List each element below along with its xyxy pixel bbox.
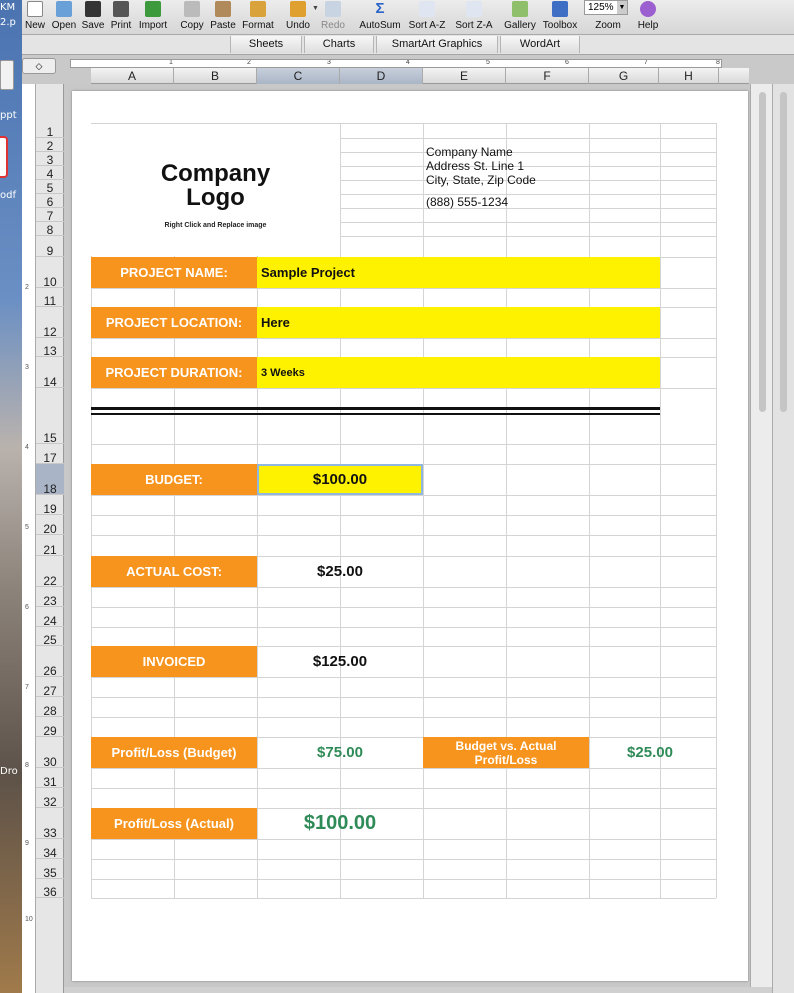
row-header-35[interactable]: 35 [36,859,64,879]
row-gridline [91,607,716,608]
project-name-value[interactable]: Sample Project [257,257,660,288]
desktop-pdf-icon[interactable] [0,136,8,178]
new-button[interactable] [22,0,48,35]
row-gridline [91,587,716,588]
undo-label: Undo [286,20,310,31]
vruler-mark: 9 [25,840,29,847]
budget-vs-actual-value[interactable]: $25.00 [627,744,673,761]
save-button[interactable] [80,0,106,35]
project-duration-label[interactable]: PROJECT DURATION: [91,357,257,388]
column-header-c[interactable]: C [257,68,340,84]
row-gridline [91,515,716,516]
row-header-10[interactable]: 10 [36,257,64,288]
column-header-g[interactable]: G [589,68,659,84]
ruler-mark: 6 [565,59,569,66]
row-gridline [91,859,716,860]
row-header-7[interactable]: 7 [36,208,64,222]
vruler-mark: 7 [25,684,29,691]
ruler-mark: 5 [486,59,490,66]
toolbox-button[interactable] [540,0,580,35]
logo-subtitle: Right Click and Replace image [164,222,267,229]
column-gridline [340,123,341,898]
import-button[interactable] [136,0,170,35]
tab-wordart[interactable]: WordArt [500,36,580,53]
row-header-36[interactable]: 36 [36,879,64,898]
row-gridline [91,879,716,880]
row-gridline [91,288,716,289]
company-logo[interactable] [91,124,340,256]
row-header-5[interactable]: 5 [36,180,64,194]
profit-loss-budget-value[interactable]: $75.00 [317,744,363,761]
project-duration-value[interactable]: 3 Weeks [257,357,660,388]
paste-label: Paste [210,20,236,31]
profit-loss-actual-value[interactable]: $100.00 [303,812,377,834]
budget-label[interactable]: BUDGET: [91,464,257,495]
ruler-mark: 3 [327,59,331,66]
column-gridline [660,123,661,898]
new-label: New [24,20,45,31]
ribbon-tabs [22,35,794,55]
row-gridline [91,788,716,789]
row-header-8[interactable]: 8 [36,222,64,236]
row-header-30[interactable]: 30 [36,737,64,768]
column-headers [91,68,749,84]
column-gridline [423,123,424,898]
row-header-6[interactable]: 6 [36,194,64,208]
help-label: Help [637,20,659,31]
row-header-14[interactable]: 14 [36,357,64,388]
paste-button[interactable] [208,0,238,35]
column-header-h[interactable]: H [659,68,719,84]
autosum-icon: Σ [375,0,385,17]
row-header-24[interactable]: 24 [36,607,64,627]
row-header-27[interactable]: 27 [36,677,64,697]
format-icon [250,1,266,17]
row-header-4[interactable]: 4 [36,166,64,180]
row-header-13[interactable]: 13 [36,338,64,357]
save-label: Save [81,20,105,31]
gallery-label: Gallery [504,20,536,31]
vruler-mark: 5 [25,524,29,531]
company-name[interactable]: Company Name [426,145,513,159]
vruler-mark: 10 [25,916,33,923]
sort-za-button[interactable] [452,0,496,35]
row-header-3[interactable]: 3 [36,152,64,166]
import-icon [145,1,161,17]
standard-toolbar [22,0,794,35]
row-gridline [91,627,716,628]
new-icon [27,1,43,17]
row-gridline [91,717,716,718]
copy-label: Copy [180,20,204,31]
vertical-scrollbar[interactable] [750,84,772,993]
tab-sheets[interactable]: Sheets [230,36,302,53]
tab-charts[interactable]: Charts [304,36,374,53]
row-header-33[interactable]: 33 [36,808,64,839]
import-label: Import [138,20,168,31]
redo-button[interactable] [318,0,348,35]
company-info [426,145,536,209]
scrollbar-thumb[interactable] [780,92,787,412]
selected-cell-outline[interactable] [257,464,423,495]
row-header-17[interactable]: 17 [36,444,64,464]
ruler-mark: 1 [169,59,173,66]
double-divider-bottom [91,413,660,415]
actual-cost-label[interactable]: ACTUAL COST: [91,556,257,587]
vruler-mark: 3 [25,364,29,371]
budget-value[interactable]: $100.00 [257,464,423,495]
double-divider-top [91,407,660,410]
row-header-18[interactable]: 18 [36,464,64,495]
column-header-f[interactable]: F [506,68,589,84]
row-gridline [91,697,716,698]
row-header-25[interactable]: 25 [36,627,64,646]
column-header-b[interactable]: B [174,68,257,84]
toolbox-label: Toolbox [542,20,578,31]
horizontal-ruler [70,59,722,68]
actual-cost-value[interactable]: $25.00 [317,563,363,580]
row-gridline [91,839,716,840]
autosum-button[interactable] [358,0,402,35]
select-all-corner[interactable]: ◇ [22,58,56,74]
column-gridline [506,123,507,898]
row-header-21[interactable]: 21 [36,535,64,556]
desktop-label: Dro [0,766,18,777]
row-gridline [91,338,716,339]
column-gridline [589,123,590,898]
print-icon [113,1,129,17]
sort-az-label: Sort A-Z [408,20,446,31]
gallery-icon [512,1,528,17]
company-city[interactable]: City, State, Zip Code [426,173,536,187]
format-button[interactable] [240,0,276,35]
row-header-23[interactable]: 23 [36,587,64,607]
redo-icon [325,1,341,17]
row-header-19[interactable]: 19 [36,495,64,515]
row-header-29[interactable]: 29 [36,717,64,737]
ruler-mark: 2 [247,59,251,66]
sort-az-button[interactable] [405,0,449,35]
row-gridline [91,768,716,769]
ruler-mark: 7 [644,59,648,66]
project-location-value[interactable]: Here [257,307,660,338]
tab-smartart-graphics[interactable]: SmartArt Graphics [376,36,498,53]
redo-label: Redo [321,20,345,31]
budget-vs-actual-label[interactable]: Budget vs. Actual Profit/Loss [423,737,589,768]
row-gridline [91,535,716,536]
company-phone[interactable]: (888) 555-1234 [426,195,509,209]
print-button[interactable] [108,0,134,35]
copy-button[interactable] [178,0,206,35]
desktop-label: odf [0,190,16,201]
row-gridline [91,444,716,445]
copy-icon [184,1,200,17]
column-header-d[interactable]: D [340,68,423,84]
undo-icon [290,1,306,17]
row-header-28[interactable]: 28 [36,697,64,717]
autosum-label: AutoSum [359,20,401,31]
paste-icon [215,1,231,17]
vruler-mark: 4 [25,444,29,451]
profit-loss-budget-label[interactable]: Profit/Loss (Budget) [91,737,257,768]
chevron-down-icon[interactable]: ▼ [617,1,627,14]
column-gridline [716,123,717,898]
row-header-1[interactable]: 1 [36,124,64,138]
open-label: Open [51,20,77,31]
zoom-label: Zoom [595,20,621,31]
vertical-ruler [22,84,36,993]
gallery-button[interactable] [502,0,538,35]
desktop-label: 2.p [0,17,16,28]
row-header-26[interactable]: 26 [36,646,64,677]
row-gridline [91,495,716,496]
row-gridline [91,898,716,899]
ruler-mark: 8 [716,59,720,66]
ruler-mark: 4 [406,59,410,66]
invoiced-label[interactable]: INVOICED [91,646,257,677]
desktop-label: ppt [0,110,17,121]
column-header-e[interactable]: E [423,68,506,84]
row-gridline [91,388,716,389]
help-icon [640,1,656,17]
row-gridline [91,677,716,678]
row-header-15[interactable]: 15 [36,388,64,444]
sort-za-icon [466,1,482,17]
vruler-mark: 6 [25,604,29,611]
column-header-a[interactable]: A [91,68,174,84]
open-button[interactable] [50,0,78,35]
desktop-file-icon[interactable] [0,60,14,90]
horizontal-scrollbar[interactable] [64,987,772,993]
row-header-12[interactable]: 12 [36,307,64,338]
toolbox-icon [552,1,568,17]
project-location-label[interactable]: PROJECT LOCATION: [91,307,257,338]
zoom-value: 125% [588,2,614,13]
row-header-34[interactable]: 34 [36,839,64,859]
help-button[interactable] [634,0,662,35]
vruler-mark: 2 [25,284,29,291]
invoiced-value[interactable]: $125.00 [312,653,368,670]
print-label: Print [110,20,132,31]
profit-loss-actual-label[interactable]: Profit/Loss (Actual) [91,808,257,839]
window-scrollbar[interactable] [772,84,794,993]
desktop-strip [0,0,22,993]
project-name-label[interactable]: PROJECT NAME: [91,257,257,288]
zoom-button[interactable] [592,0,624,35]
undo-dropdown-icon[interactable]: ▼ [312,5,319,12]
row-header-31[interactable]: 31 [36,768,64,788]
company-address[interactable]: Address St. Line 1 [426,159,525,173]
sort-za-label: Sort Z-A [455,20,493,31]
logo-title: Company Logo [160,160,271,211]
format-label: Format [242,20,274,31]
save-icon [85,1,101,17]
row-header-32[interactable]: 32 [36,788,64,808]
open-icon [56,1,72,17]
row-header-2[interactable]: 2 [36,138,64,152]
scrollbar-thumb[interactable] [759,92,766,412]
row-header-9[interactable]: 9 [36,236,64,257]
sort-az-icon [419,1,435,17]
desktop-label: KM [0,2,16,13]
row-header-20[interactable]: 20 [36,515,64,535]
row-header-11[interactable]: 11 [36,288,64,307]
undo-button[interactable] [284,0,319,35]
vruler-mark: 8 [25,762,29,769]
row-header-22[interactable]: 22 [36,556,64,587]
